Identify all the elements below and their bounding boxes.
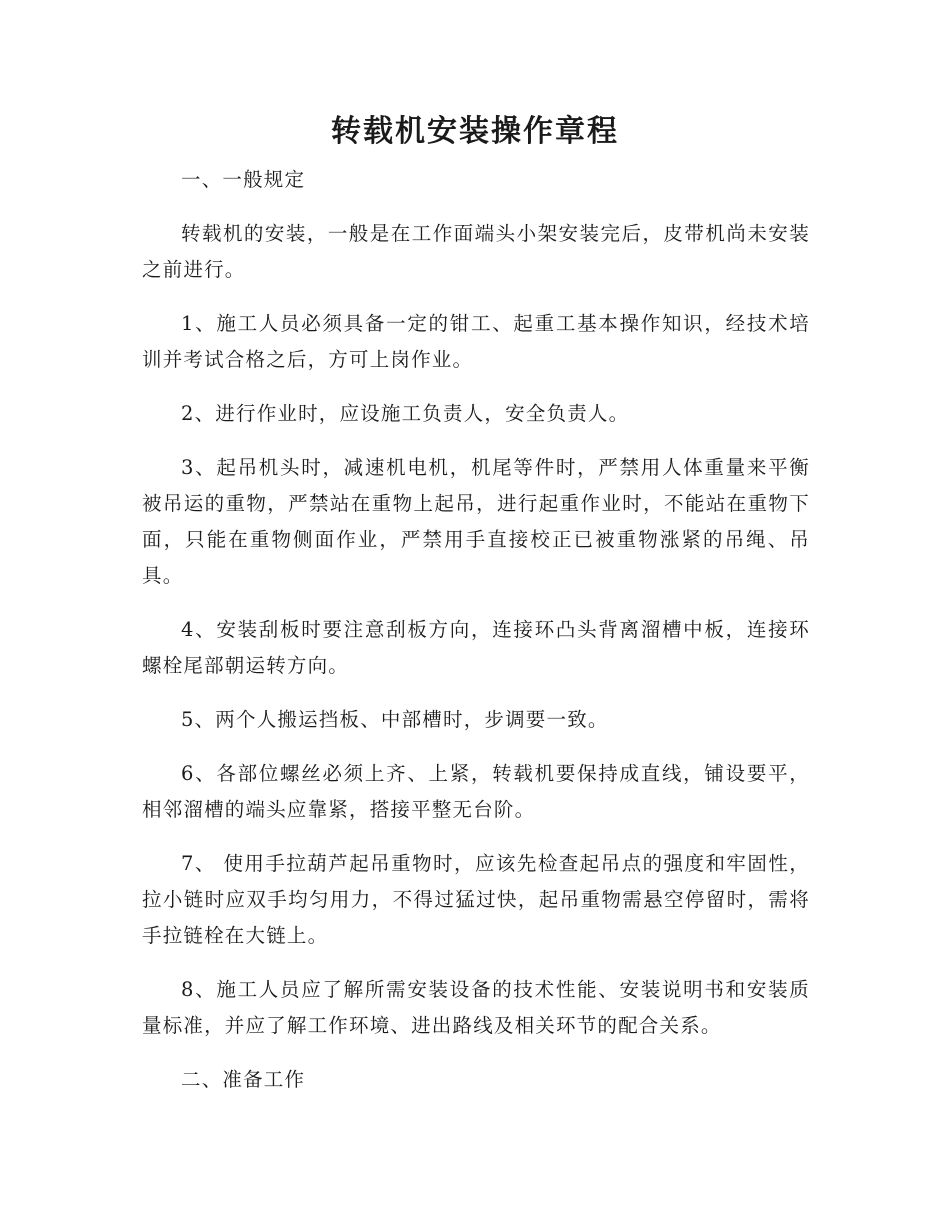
document-body [142,162,810,1116]
paragraph-rule-1: 1、施工人员必须具备一定的钳工、起重工基本操作知识，经技术培训并考试合格之后，方可上岗作业。 [142,312,810,371]
paragraph-rule-2: 2、进行作业时，应设施工负责人，安全负责人。 [181,402,630,425]
paragraph-rule-8: 8、施工人员应了解所需安装设备的技术性能、安装说明书和安装质量标准，并应了解工作环境、进出路线及相关环节的配合关系。 [142,978,810,1037]
paragraph-rule-3: 3、起吊机头时，减速机电机，机尾等件时，严禁用人体重量来平衡被吊运的重物，严禁站在重物上起吊，进行起重作业时，不能站在重物下面，只能在重物侧面作业，严禁用手直接校正已被重物涨紧的吊绳、吊具。 [142,456,810,587]
paragraph-rule-4: 4、安装刮板时要注意刮板方向，连接环凸头背离溜槽中板，连接环螺栓尾部朝运转方向。 [142,618,810,677]
paragraph-intro: 转载机的安装，一般是在工作面端头小架安装完后，皮带机尚未安装之前进行。 [142,222,810,281]
paragraph-rule-5: 5、两个人搬运挡板、中部槽时，步调要一致。 [181,708,609,731]
section-heading-general: 一、一般规定 [181,168,306,191]
section-heading-preparation: 二、准备工作 [181,1068,306,1091]
paragraph-rule-6: 6、各部位螺丝必须上齐、上紧，转载机要保持成直线，铺设要平，相邻溜槽的端头应靠紧，搭接平整无台阶。 [142,762,810,821]
document-title: 转载机安装操作章程 [331,114,619,149]
paragraph-rule-7: 7、 使用手拉葫芦起吊重物时，应该先检查起吊点的强度和牢固性，拉小链时应双手均匀用力，不得过猛过快，起吊重物需悬空停留时，需将手拉链栓在大链上。 [142,852,810,947]
